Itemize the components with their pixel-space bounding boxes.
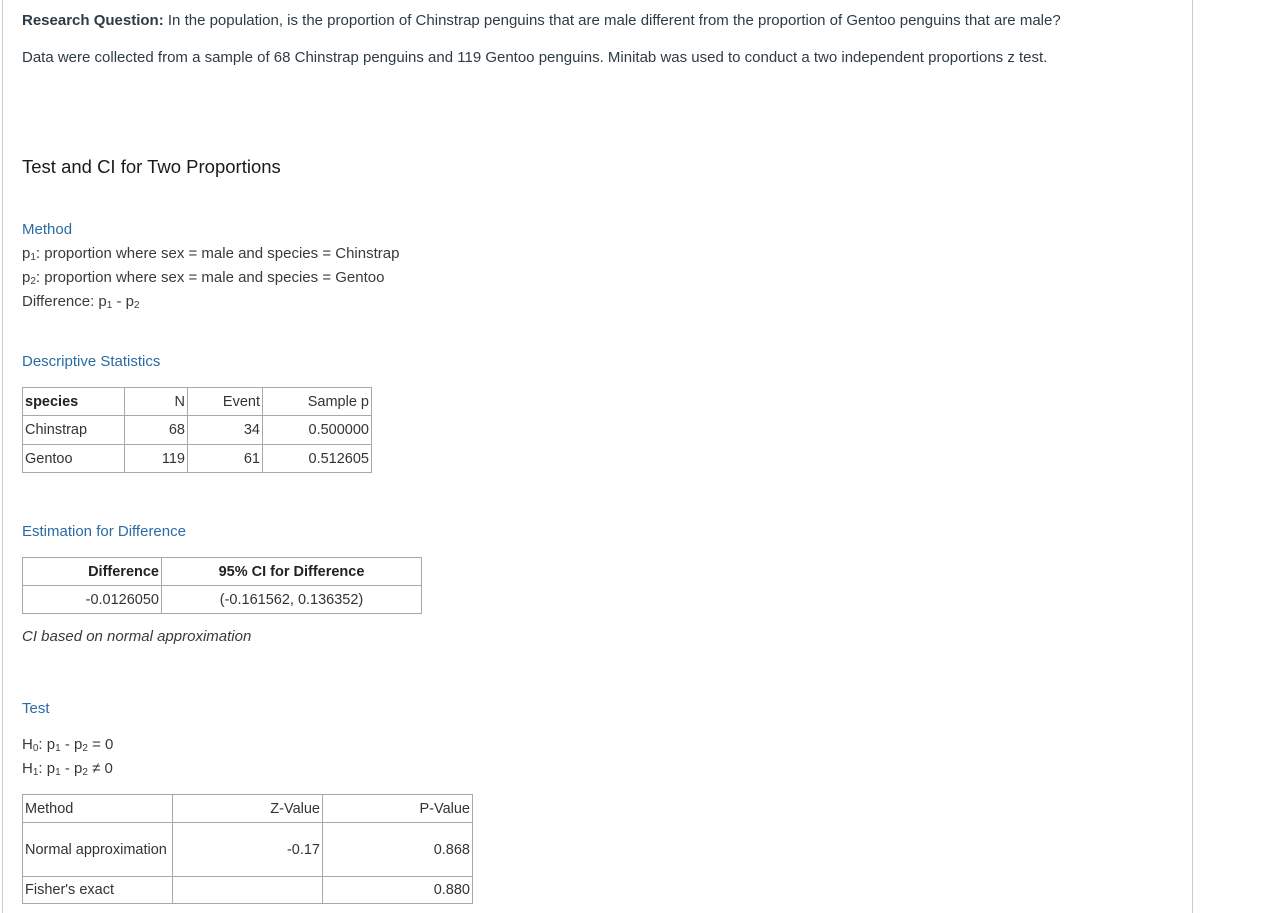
col-difference: Difference — [23, 558, 162, 586]
h0-mid: - p — [60, 736, 83, 753]
p1-label: p — [22, 245, 31, 262]
col-sample-p: Sample p — [263, 388, 372, 416]
h0-s2: 2 — [82, 743, 88, 754]
h1-mid: - p — [60, 760, 83, 777]
p1-sub: 1 — [30, 252, 36, 263]
descriptive-heading: Descriptive Statistics — [22, 353, 161, 370]
h1-end: ≠ 0 — [87, 760, 113, 777]
col-p-value: P-Value — [323, 795, 473, 823]
research-question — [22, 12, 1061, 29]
h1-text: : p — [38, 760, 56, 777]
estimation-table — [22, 557, 422, 614]
h0-sub: 0 — [32, 743, 39, 754]
cell-n: 68 — [125, 416, 188, 445]
h0-label: H — [22, 736, 33, 753]
cell-z-value — [173, 877, 323, 904]
col-ci: 95% CI for Difference — [162, 558, 422, 586]
h0-s1: 1 — [55, 743, 61, 754]
method-heading: Method — [22, 221, 73, 238]
p2-text: : proportion where sex = male and species = Gentoo — [35, 269, 385, 286]
table-header-row — [23, 388, 372, 416]
diff-mid: - p — [112, 293, 135, 310]
col-n: N — [125, 388, 188, 416]
h0-end: = 0 — [87, 736, 114, 753]
cell-sample-p: 0.500000 — [263, 416, 372, 445]
page-title: Test and CI for Two Proportions — [22, 156, 281, 177]
null-hypothesis — [22, 736, 113, 754]
h0-text: : p — [38, 736, 56, 753]
cell-method: Fisher's exact — [23, 877, 173, 904]
table-row — [23, 877, 473, 904]
p2-label: p — [22, 269, 31, 286]
col-z-value: Z-Value — [173, 795, 323, 823]
alt-hypothesis — [22, 760, 113, 778]
cell-n: 119 — [125, 445, 188, 473]
data-note: Data were collected from a sample of 68 Chinstrap penguins and 119 Gentoo penguins. Minitab was used to conduct a two independent proportions z test. — [22, 49, 1048, 66]
p1-text: : proportion where sex = male and species = Chinstrap — [35, 245, 400, 262]
research-question-text: In the population, is the proportion of Chinstrap penguins that are male different from the proportion of Gentoo penguins that are male? — [167, 12, 1061, 29]
descriptive-table — [22, 387, 372, 473]
table-header-row — [23, 795, 473, 823]
p2-sub: 2 — [30, 276, 36, 287]
col-species: species — [23, 388, 125, 416]
estimation-heading: Estimation for Difference — [22, 523, 186, 540]
table-row — [23, 586, 422, 614]
diff-sub2: 2 — [134, 300, 140, 311]
research-question-label: Research Question: — [22, 12, 164, 29]
h1-s2: 2 — [82, 767, 88, 778]
cell-ci: (-0.161562, 0.136352) — [162, 586, 422, 614]
estimation-note: CI based on normal approximation — [22, 628, 252, 645]
table-header-row — [23, 558, 422, 586]
cell-p-value: 0.880 — [323, 877, 473, 904]
h1-label: H — [22, 760, 33, 777]
cell-event: 34 — [188, 416, 263, 445]
table-row — [23, 823, 473, 877]
table-row — [23, 445, 372, 473]
cell-species: Chinstrap — [23, 416, 125, 445]
test-heading: Test — [22, 700, 50, 717]
cell-z-value: -0.17 — [173, 823, 323, 877]
table-row — [23, 416, 372, 445]
method-p2 — [22, 269, 384, 287]
cell-p-value: 0.868 — [323, 823, 473, 877]
diff-text: Difference: p — [22, 293, 107, 310]
h1-s1: 1 — [55, 767, 61, 778]
method-p1 — [22, 245, 399, 263]
h1-sub: 1 — [32, 767, 39, 778]
cell-sample-p: 0.512605 — [263, 445, 372, 473]
cell-species: Gentoo — [23, 445, 125, 473]
cell-method: Normal approximation — [23, 823, 173, 877]
diff-sub1: 1 — [106, 300, 113, 311]
method-difference — [22, 293, 140, 311]
cell-difference: -0.0126050 — [23, 586, 162, 614]
cell-event: 61 — [188, 445, 263, 473]
test-table — [22, 794, 473, 904]
col-method: Method — [23, 795, 173, 823]
col-event: Event — [188, 388, 263, 416]
